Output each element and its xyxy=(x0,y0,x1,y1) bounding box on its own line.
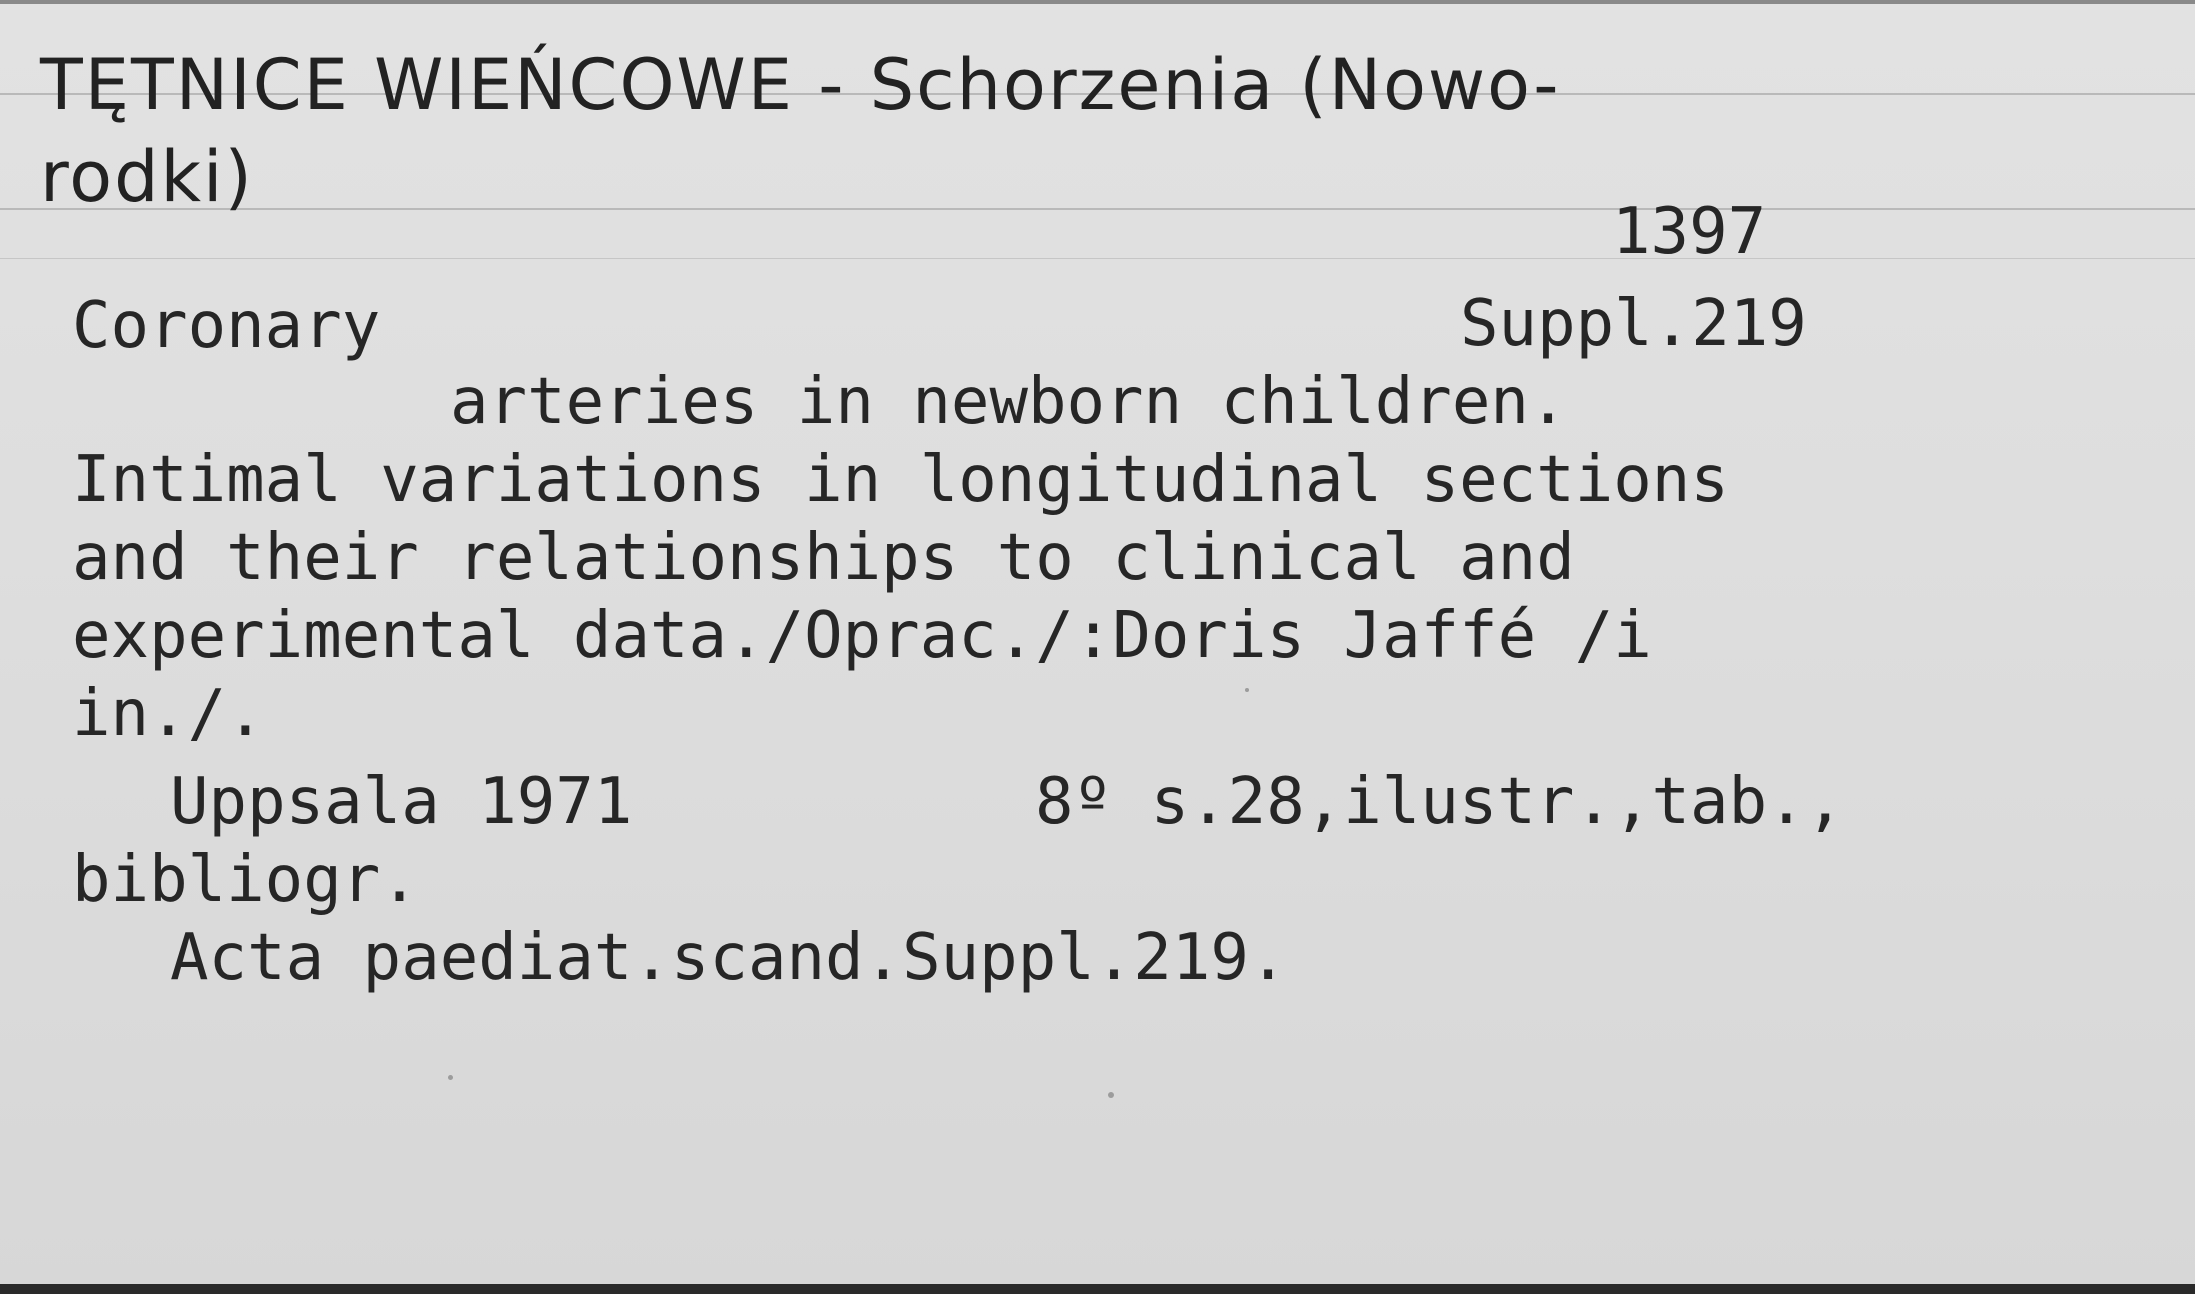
description-line: in./. xyxy=(72,677,265,751)
card-bottom-edge xyxy=(0,1284,2195,1294)
card-top-edge xyxy=(0,0,2195,4)
description-line: experimental data./Oprac./:Doris Jaffé /i xyxy=(72,599,1652,673)
place-and-year: Uppsala 1971 xyxy=(170,765,633,839)
paper-speck xyxy=(448,1075,453,1080)
card-ruled-line xyxy=(0,208,2195,210)
reference-number: 1397 xyxy=(1612,195,1767,269)
paper-speck xyxy=(1108,1092,1114,1098)
format-and-pages: 8º s.28,ilustr.,tab., xyxy=(1035,765,1845,839)
description-line: arteries in newborn children. xyxy=(450,365,1568,439)
card-ruled-line xyxy=(0,258,2195,259)
bibliography-note: bibliogr. xyxy=(72,843,419,917)
paper-speck xyxy=(1245,688,1249,692)
subject-heading-line-1: TĘTNICE WIEŃCOWE - Schorzenia (Nowo- xyxy=(40,44,1561,126)
description-line: and their relationships to clinical and xyxy=(72,521,1575,595)
subject-heading-line-2: rodki) xyxy=(40,136,254,218)
description-line: Intimal variations in longitudinal sections xyxy=(72,443,1729,517)
supplement-reference: Suppl.219 xyxy=(1460,287,1807,361)
title-lead-word: Coronary xyxy=(72,289,381,363)
series-statement: Acta paediat.scand.Suppl.219. xyxy=(170,921,1288,995)
